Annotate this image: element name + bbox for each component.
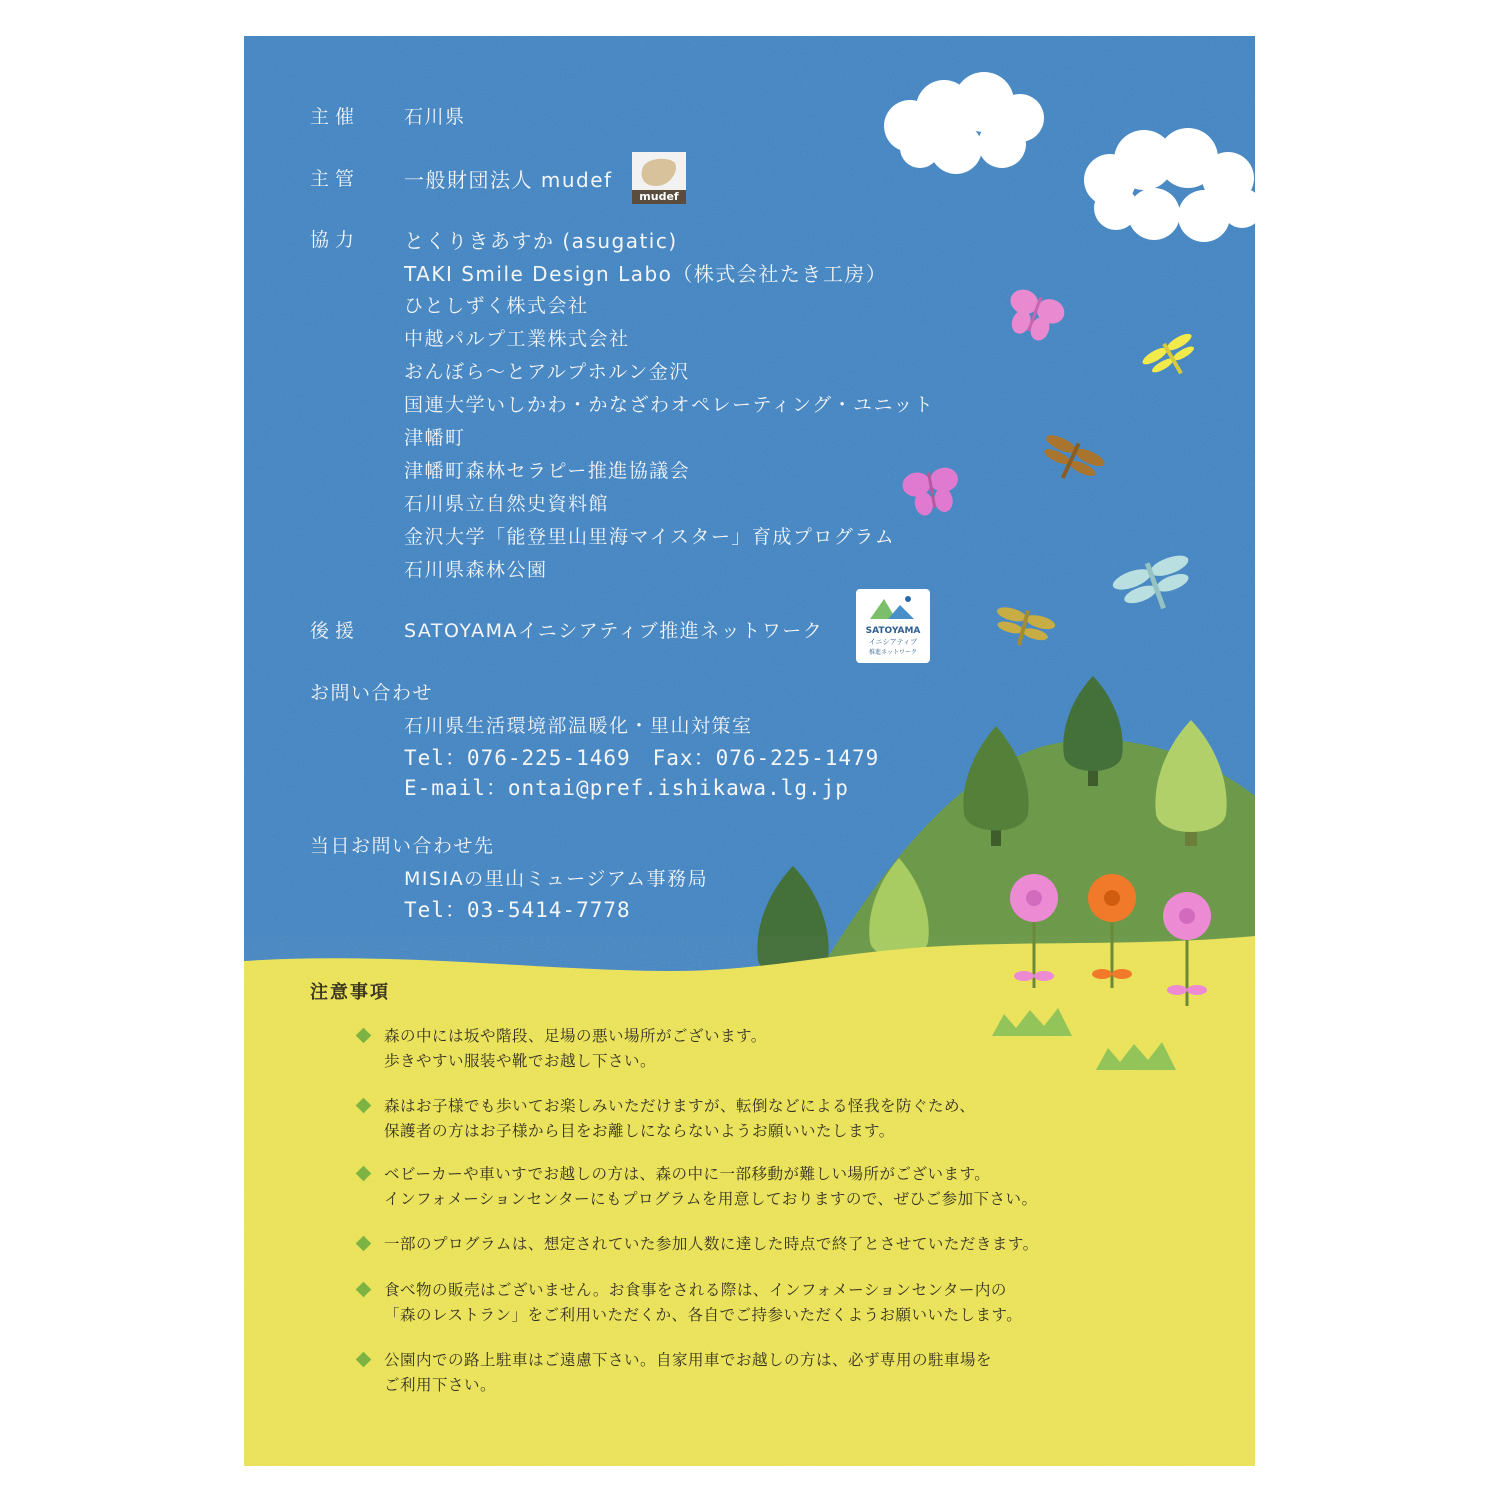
satoyama-logo-line3: 推進ネットワーク <box>868 649 917 656</box>
cooperator-item: 石川県立自然史資料館 <box>404 493 610 515</box>
note-line: インフォメーションセンターにもプログラムを用意しておりますので、ぜひご参加下さい。 <box>384 1190 1038 1208</box>
cooperator-item: 津幡町 <box>404 427 466 449</box>
support-value: SATOYAMAイニシアティブ推進ネットワーク <box>404 620 824 642</box>
satoyama-logo-line1: SATOYAMA <box>865 626 921 636</box>
note-line: 「森のレストラン」をご利用いただくか、各自でご持参いただくようお願いいたします。 <box>384 1306 1023 1324</box>
note-item <box>384 1278 1184 1328</box>
cooperator-item: おんぼら〜とアルプホルン金沢 <box>404 361 690 383</box>
manager-value: 一般財団法人 mudef <box>404 168 613 192</box>
note-line: 保護者の方はお子様から目をお離しにならないようお願いいたします。 <box>384 1122 895 1140</box>
manager-label: 主管 <box>310 168 361 190</box>
satoyama-logo-mark <box>856 589 930 625</box>
note-line: 森の中には坂や階段、足場の悪い場所がございます。 <box>384 1027 767 1045</box>
satoyama-logo <box>856 589 930 663</box>
note-item <box>384 1162 1184 1212</box>
cooperator-item: ひとしずく株式会社 <box>404 295 589 317</box>
satoyama-logo-line2: イニシアティブ <box>868 638 918 646</box>
flyer-page <box>244 36 1255 1466</box>
mudef-logo-text: mudef <box>632 190 686 204</box>
cooperator-item: 国連大学いしかわ・かなざわオペレーティング・ユニット <box>404 394 935 416</box>
note-item <box>384 1232 1184 1257</box>
notes-title: 注意事項 <box>310 982 390 1003</box>
note-line: 食べ物の販売はございません。お食事をされる際は、インフォメーションセンター内の <box>384 1281 1007 1299</box>
cooperator-item: 金沢大学「能登里山里海マイスター」育成プログラム <box>404 526 896 548</box>
note-line: 歩きやすい服装や靴でお越し下さい。 <box>384 1052 657 1070</box>
note-line: 公園内での路上駐車はご遠慮下さい。自家用車でお越しの方は、必ず専用の駐車場を <box>384 1351 993 1369</box>
cooperator-item: 中越パルプ工業株式会社 <box>404 328 630 350</box>
cooperator-item: とくりきあすか (asugatic) <box>404 229 678 253</box>
inquiry-dept: 石川県生活環境部温暖化・里山対策室 <box>404 715 753 737</box>
cooperation-label: 協力 <box>310 229 361 251</box>
inquiry-tel-fax: Tel：076-225-1469 Fax：076-225-1479 <box>404 746 880 770</box>
cooperator-item: 津幡町森林セラピー推進協議会 <box>404 460 691 482</box>
inquiry-email: E-mail：ontai@pref.ishikawa.lg.jp <box>404 776 849 800</box>
note-line: 森はお子様でも歩いてお楽しみいただけますが、転倒などによる怪我を防ぐため、 <box>384 1097 976 1115</box>
cooperator-item: TAKI Smile Design Labo（株式会社たき工房） <box>404 262 888 286</box>
note-item <box>384 1348 1184 1398</box>
note-item <box>384 1094 1184 1144</box>
inquiry-title: お問い合わせ <box>310 682 434 704</box>
day-inquiry-tel: Tel：03-5414-7778 <box>404 898 631 922</box>
note-line: ベビーカーや車いすでお越しの方は、森の中に一部移動が難しい場所がございます。 <box>384 1165 991 1183</box>
note-item <box>384 1024 1184 1074</box>
organizer-label: 主催 <box>310 106 361 128</box>
note-line: 一部のプログラムは、想定されていた参加人数に達した時点で終了とさせていただきます。 <box>384 1235 1039 1253</box>
day-inquiry-title: 当日お問い合わせ先 <box>310 835 495 857</box>
support-label: 後援 <box>310 620 361 642</box>
note-line: ご利用下さい。 <box>384 1376 497 1394</box>
organizer-value: 石川県 <box>404 106 466 128</box>
mudef-logo <box>632 152 686 204</box>
cooperator-item: 石川県森林公園 <box>404 559 548 581</box>
day-inquiry-office: MISIAの里山ミュージアム事務局 <box>404 868 709 890</box>
